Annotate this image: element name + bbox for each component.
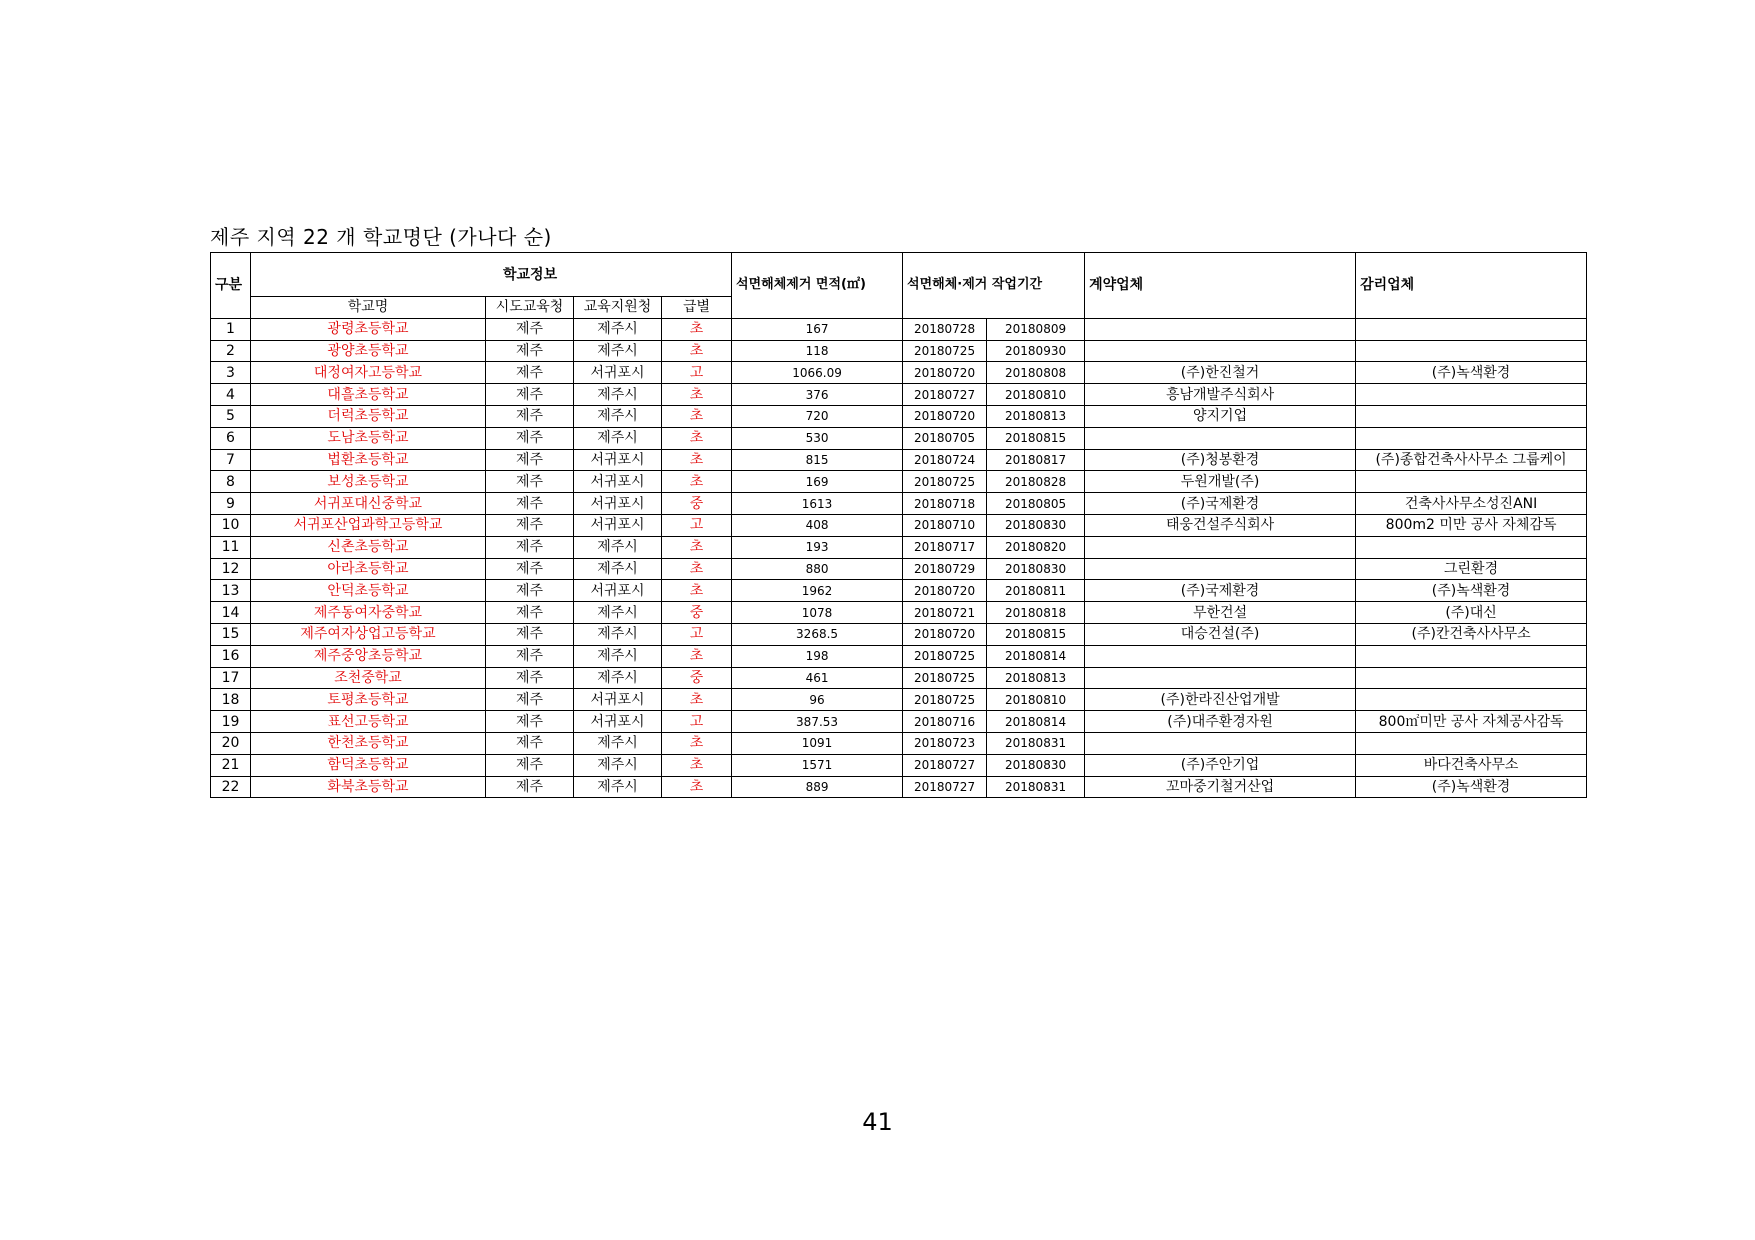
table-row xyxy=(211,340,1587,362)
table-row xyxy=(211,667,1587,689)
row-number-cell: 22 xyxy=(211,776,251,798)
school-name-cell: 도남초등학교 xyxy=(251,427,486,449)
school-name-cell: 한천초등학교 xyxy=(251,732,486,754)
supervisor-cell xyxy=(1356,340,1587,362)
support-office-cell: 제주시 xyxy=(574,427,662,449)
supervisor-cell xyxy=(1356,667,1587,689)
support-office-cell: 제주시 xyxy=(574,340,662,362)
office-cell: 제주 xyxy=(486,558,574,580)
office-cell: 제주 xyxy=(486,471,574,493)
start-date-cell: 20180724 xyxy=(903,449,987,471)
row-number-cell: 19 xyxy=(211,711,251,733)
end-date-cell: 20180810 xyxy=(987,689,1085,711)
school-name-cell: 함덕초등학교 xyxy=(251,754,486,776)
table-body xyxy=(211,318,1587,798)
row-number-cell: 14 xyxy=(211,602,251,624)
school-level-cell: 초 xyxy=(662,689,732,711)
school-name-cell: 신촌초등학교 xyxy=(251,536,486,558)
header-office: 시도교육청 xyxy=(486,297,574,319)
start-date-cell: 20180720 xyxy=(903,362,987,384)
start-date-cell: 20180727 xyxy=(903,754,987,776)
row-number-cell: 5 xyxy=(211,405,251,427)
area-cell: 408 xyxy=(732,514,903,536)
school-level-cell: 중 xyxy=(662,602,732,624)
row-number-cell: 1 xyxy=(211,318,251,340)
office-cell: 제주 xyxy=(486,623,574,645)
school-name-cell: 토평초등학교 xyxy=(251,689,486,711)
office-cell: 제주 xyxy=(486,318,574,340)
table-row xyxy=(211,405,1587,427)
school-level-cell: 초 xyxy=(662,427,732,449)
table-row xyxy=(211,776,1587,798)
office-cell: 제주 xyxy=(486,667,574,689)
contractor-cell: (주)대주환경자원 xyxy=(1085,711,1356,733)
supervisor-cell xyxy=(1356,405,1587,427)
office-cell: 제주 xyxy=(486,689,574,711)
supervisor-cell: 건축사사무소성진ANI xyxy=(1356,493,1587,515)
start-date-cell: 20180728 xyxy=(903,318,987,340)
area-cell: 1962 xyxy=(732,580,903,602)
end-date-cell: 20180811 xyxy=(987,580,1085,602)
start-date-cell: 20180720 xyxy=(903,405,987,427)
end-date-cell: 20180930 xyxy=(987,340,1085,362)
office-cell: 제주 xyxy=(486,427,574,449)
start-date-cell: 20180725 xyxy=(903,667,987,689)
supervisor-cell xyxy=(1356,645,1587,667)
area-cell: 193 xyxy=(732,536,903,558)
start-date-cell: 20180720 xyxy=(903,580,987,602)
school-level-cell: 중 xyxy=(662,667,732,689)
office-cell: 제주 xyxy=(486,362,574,384)
contractor-cell: (주)청봉환경 xyxy=(1085,449,1356,471)
support-office-cell: 제주시 xyxy=(574,405,662,427)
table-header xyxy=(211,253,1587,319)
header-supervisor: 감리업체 xyxy=(1356,253,1587,319)
start-date-cell: 20180729 xyxy=(903,558,987,580)
header-level: 급별 xyxy=(662,297,732,319)
contractor-cell xyxy=(1085,732,1356,754)
area-cell: 376 xyxy=(732,384,903,406)
school-level-cell: 초 xyxy=(662,384,732,406)
table-row xyxy=(211,362,1587,384)
school-level-cell: 고 xyxy=(662,514,732,536)
school-name-cell: 대정여자고등학교 xyxy=(251,362,486,384)
end-date-cell: 20180813 xyxy=(987,405,1085,427)
support-office-cell: 서귀포시 xyxy=(574,449,662,471)
supervisor-cell: (주)녹색환경 xyxy=(1356,362,1587,384)
school-level-cell: 초 xyxy=(662,471,732,493)
table-row xyxy=(211,580,1587,602)
start-date-cell: 20180727 xyxy=(903,384,987,406)
school-level-cell: 초 xyxy=(662,449,732,471)
row-number-cell: 21 xyxy=(211,754,251,776)
school-level-cell: 초 xyxy=(662,580,732,602)
start-date-cell: 20180725 xyxy=(903,471,987,493)
end-date-cell: 20180810 xyxy=(987,384,1085,406)
office-cell: 제주 xyxy=(486,493,574,515)
row-number-cell: 17 xyxy=(211,667,251,689)
contractor-cell xyxy=(1085,667,1356,689)
area-cell: 815 xyxy=(732,449,903,471)
school-name-cell: 법환초등학교 xyxy=(251,449,486,471)
office-cell: 제주 xyxy=(486,711,574,733)
contractor-cell: 태웅건설주식회사 xyxy=(1085,514,1356,536)
support-office-cell: 서귀포시 xyxy=(574,493,662,515)
school-name-cell: 제주여자상업고등학교 xyxy=(251,623,486,645)
office-cell: 제주 xyxy=(486,645,574,667)
office-cell: 제주 xyxy=(486,776,574,798)
school-level-cell: 고 xyxy=(662,362,732,384)
end-date-cell: 20180830 xyxy=(987,558,1085,580)
start-date-cell: 20180725 xyxy=(903,340,987,362)
supervisor-cell xyxy=(1356,471,1587,493)
contractor-cell: 두원개발(주) xyxy=(1085,471,1356,493)
school-level-cell: 초 xyxy=(662,754,732,776)
row-number-cell: 8 xyxy=(211,471,251,493)
row-number-cell: 2 xyxy=(211,340,251,362)
contractor-cell: (주)국제환경 xyxy=(1085,493,1356,515)
school-name-cell: 화북초등학교 xyxy=(251,776,486,798)
office-cell: 제주 xyxy=(486,580,574,602)
area-cell: 720 xyxy=(732,405,903,427)
header-area: 석면해체제거 면적(㎡) xyxy=(732,253,903,319)
start-date-cell: 20180723 xyxy=(903,732,987,754)
table-row xyxy=(211,536,1587,558)
area-cell: 530 xyxy=(732,427,903,449)
school-level-cell: 초 xyxy=(662,732,732,754)
school-name-cell: 더럭초등학교 xyxy=(251,405,486,427)
area-cell: 880 xyxy=(732,558,903,580)
start-date-cell: 20180710 xyxy=(903,514,987,536)
school-name-cell: 제주동여자중학교 xyxy=(251,602,486,624)
area-cell: 96 xyxy=(732,689,903,711)
end-date-cell: 20180814 xyxy=(987,711,1085,733)
end-date-cell: 20180828 xyxy=(987,471,1085,493)
school-level-cell: 초 xyxy=(662,405,732,427)
support-office-cell: 서귀포시 xyxy=(574,580,662,602)
start-date-cell: 20180720 xyxy=(903,623,987,645)
school-level-cell: 초 xyxy=(662,558,732,580)
row-number-cell: 3 xyxy=(211,362,251,384)
row-number-cell: 12 xyxy=(211,558,251,580)
support-office-cell: 제주시 xyxy=(574,754,662,776)
supervisor-cell xyxy=(1356,427,1587,449)
school-name-cell: 제주중앙초등학교 xyxy=(251,645,486,667)
school-level-cell: 중 xyxy=(662,493,732,515)
table-row xyxy=(211,471,1587,493)
area-cell: 1571 xyxy=(732,754,903,776)
end-date-cell: 20180817 xyxy=(987,449,1085,471)
header-period: 석면해체·제거 작업기간 xyxy=(903,253,1085,319)
table-row xyxy=(211,384,1587,406)
start-date-cell: 20180718 xyxy=(903,493,987,515)
school-level-cell: 초 xyxy=(662,340,732,362)
support-office-cell: 제주시 xyxy=(574,536,662,558)
row-number-cell: 15 xyxy=(211,623,251,645)
supervisor-cell: 바다건축사무소 xyxy=(1356,754,1587,776)
supervisor-cell: (주)녹색환경 xyxy=(1356,776,1587,798)
table-row xyxy=(211,318,1587,340)
supervisor-cell xyxy=(1356,536,1587,558)
header-division: 구분 xyxy=(211,253,251,319)
school-level-cell: 고 xyxy=(662,623,732,645)
row-number-cell: 16 xyxy=(211,645,251,667)
office-cell: 제주 xyxy=(486,405,574,427)
supervisor-cell xyxy=(1356,384,1587,406)
table-row xyxy=(211,602,1587,624)
supervisor-cell: (주)종합건축사사무소 그룹케이 xyxy=(1356,449,1587,471)
school-level-cell: 초 xyxy=(662,776,732,798)
table-row xyxy=(211,732,1587,754)
header-contractor: 계약업체 xyxy=(1085,253,1356,319)
school-name-cell: 광령초등학교 xyxy=(251,318,486,340)
contractor-cell: 꼬마중기철거산업 xyxy=(1085,776,1356,798)
contractor-cell xyxy=(1085,340,1356,362)
contractor-cell: 흥남개발주식회사 xyxy=(1085,384,1356,406)
table-row xyxy=(211,449,1587,471)
support-office-cell: 서귀포시 xyxy=(574,514,662,536)
area-cell: 1078 xyxy=(732,602,903,624)
contractor-cell: (주)한진철거 xyxy=(1085,362,1356,384)
row-number-cell: 7 xyxy=(211,449,251,471)
support-office-cell: 제주시 xyxy=(574,732,662,754)
contractor-cell xyxy=(1085,318,1356,340)
contractor-cell xyxy=(1085,645,1356,667)
row-number-cell: 13 xyxy=(211,580,251,602)
contractor-cell: 양지기업 xyxy=(1085,405,1356,427)
area-cell: 3268.5 xyxy=(732,623,903,645)
end-date-cell: 20180831 xyxy=(987,732,1085,754)
support-office-cell: 제주시 xyxy=(574,776,662,798)
start-date-cell: 20180705 xyxy=(903,427,987,449)
school-name-cell: 광양초등학교 xyxy=(251,340,486,362)
school-name-cell: 안덕초등학교 xyxy=(251,580,486,602)
table-row xyxy=(211,493,1587,515)
office-cell: 제주 xyxy=(486,732,574,754)
school-level-cell: 고 xyxy=(662,711,732,733)
area-cell: 461 xyxy=(732,667,903,689)
support-office-cell: 제주시 xyxy=(574,384,662,406)
area-cell: 889 xyxy=(732,776,903,798)
contractor-cell: (주)국제환경 xyxy=(1085,580,1356,602)
office-cell: 제주 xyxy=(486,602,574,624)
row-number-cell: 10 xyxy=(211,514,251,536)
end-date-cell: 20180830 xyxy=(987,514,1085,536)
support-office-cell: 서귀포시 xyxy=(574,711,662,733)
support-office-cell: 제주시 xyxy=(574,667,662,689)
school-level-cell: 초 xyxy=(662,536,732,558)
header-support: 교육지원청 xyxy=(574,297,662,319)
support-office-cell: 제주시 xyxy=(574,318,662,340)
page-title: 제주 지역 22 개 학교명단 (가나다 순) xyxy=(210,225,552,249)
table-row xyxy=(211,514,1587,536)
row-number-cell: 20 xyxy=(211,732,251,754)
school-level-cell: 초 xyxy=(662,318,732,340)
office-cell: 제주 xyxy=(486,536,574,558)
start-date-cell: 20180727 xyxy=(903,776,987,798)
page-number: 41 xyxy=(862,1108,893,1136)
table-row xyxy=(211,427,1587,449)
end-date-cell: 20180808 xyxy=(987,362,1085,384)
end-date-cell: 20180813 xyxy=(987,667,1085,689)
supervisor-cell: 그린환경 xyxy=(1356,558,1587,580)
end-date-cell: 20180814 xyxy=(987,645,1085,667)
supervisor-cell: (주)녹색환경 xyxy=(1356,580,1587,602)
supervisor-cell xyxy=(1356,318,1587,340)
supervisor-cell: (주)대신 xyxy=(1356,602,1587,624)
end-date-cell: 20180830 xyxy=(987,754,1085,776)
area-cell: 118 xyxy=(732,340,903,362)
support-office-cell: 제주시 xyxy=(574,558,662,580)
office-cell: 제주 xyxy=(486,384,574,406)
school-name-cell: 조천중학교 xyxy=(251,667,486,689)
end-date-cell: 20180805 xyxy=(987,493,1085,515)
start-date-cell: 20180725 xyxy=(903,645,987,667)
start-date-cell: 20180717 xyxy=(903,536,987,558)
row-number-cell: 18 xyxy=(211,689,251,711)
contractor-cell: (주)주안기업 xyxy=(1085,754,1356,776)
office-cell: 제주 xyxy=(486,514,574,536)
contractor-cell: 대승건설(주) xyxy=(1085,623,1356,645)
supervisor-cell: 800㎡미만 공사 자체공사감독 xyxy=(1356,711,1587,733)
contractor-cell: (주)한라진산업개발 xyxy=(1085,689,1356,711)
school-table xyxy=(210,252,1587,798)
school-name-cell: 표선고등학교 xyxy=(251,711,486,733)
school-name-cell: 보성초등학교 xyxy=(251,471,486,493)
school-level-cell: 초 xyxy=(662,645,732,667)
row-number-cell: 4 xyxy=(211,384,251,406)
support-office-cell: 제주시 xyxy=(574,645,662,667)
table-row xyxy=(211,754,1587,776)
supervisor-cell: (주)칸건축사사무소 xyxy=(1356,623,1587,645)
area-cell: 1091 xyxy=(732,732,903,754)
end-date-cell: 20180818 xyxy=(987,602,1085,624)
office-cell: 제주 xyxy=(486,449,574,471)
header-school-info: 학교정보 xyxy=(251,253,732,297)
header-school-name: 학교명 xyxy=(251,297,486,319)
start-date-cell: 20180716 xyxy=(903,711,987,733)
table-row xyxy=(211,558,1587,580)
contractor-cell xyxy=(1085,427,1356,449)
support-office-cell: 서귀포시 xyxy=(574,689,662,711)
contractor-cell xyxy=(1085,536,1356,558)
end-date-cell: 20180809 xyxy=(987,318,1085,340)
table-row xyxy=(211,689,1587,711)
row-number-cell: 9 xyxy=(211,493,251,515)
area-cell: 169 xyxy=(732,471,903,493)
contractor-cell: 무한건설 xyxy=(1085,602,1356,624)
area-cell: 387.53 xyxy=(732,711,903,733)
row-number-cell: 11 xyxy=(211,536,251,558)
start-date-cell: 20180721 xyxy=(903,602,987,624)
office-cell: 제주 xyxy=(486,340,574,362)
end-date-cell: 20180815 xyxy=(987,623,1085,645)
area-cell: 1066.09 xyxy=(732,362,903,384)
area-cell: 167 xyxy=(732,318,903,340)
school-name-cell: 대흘초등학교 xyxy=(251,384,486,406)
supervisor-cell xyxy=(1356,689,1587,711)
support-office-cell: 제주시 xyxy=(574,602,662,624)
table-row xyxy=(211,623,1587,645)
support-office-cell: 제주시 xyxy=(574,623,662,645)
end-date-cell: 20180831 xyxy=(987,776,1085,798)
supervisor-cell: 800m2 미만 공사 자체감독 xyxy=(1356,514,1587,536)
end-date-cell: 20180815 xyxy=(987,427,1085,449)
row-number-cell: 6 xyxy=(211,427,251,449)
area-cell: 198 xyxy=(732,645,903,667)
area-cell: 1613 xyxy=(732,493,903,515)
support-office-cell: 서귀포시 xyxy=(574,362,662,384)
school-name-cell: 서귀포대신중학교 xyxy=(251,493,486,515)
contractor-cell xyxy=(1085,558,1356,580)
school-name-cell: 아라초등학교 xyxy=(251,558,486,580)
office-cell: 제주 xyxy=(486,754,574,776)
end-date-cell: 20180820 xyxy=(987,536,1085,558)
school-name-cell: 서귀포산업과학고등학교 xyxy=(251,514,486,536)
table-row xyxy=(211,645,1587,667)
support-office-cell: 서귀포시 xyxy=(574,471,662,493)
supervisor-cell xyxy=(1356,732,1587,754)
start-date-cell: 20180725 xyxy=(903,689,987,711)
table-row xyxy=(211,711,1587,733)
